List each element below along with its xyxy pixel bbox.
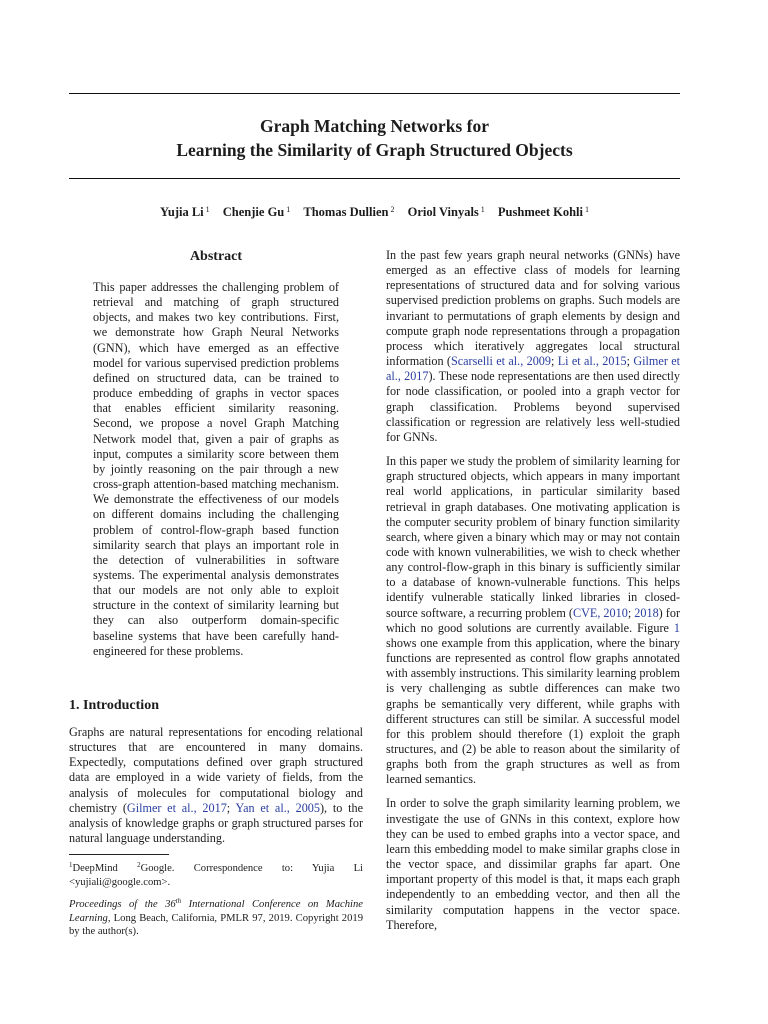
citation-link[interactable]: Li et al., 2015 [557,354,627,369]
author [303,205,394,219]
title-line-2: Learning the Similarity of Graph Structured Objects [176,140,573,160]
right-column [386,248,680,942]
intro-paragraph-approach: In order to solve the graph similarity learning problem, we investigate the use of GNNs in this context, explore how they can be used to embed graphs into a vector space, and learn this embedding model to make similar graphs close in the vector space, and dissimilar graphs far apart. One important property of this model is that, it maps each graph independently to an embedding vector, and then all the similarity computation happens in the vector space. Therefore, [386,796,680,932]
citation-link[interactable]: Gilmer et al., 2017 [126,800,227,815]
author-name: Pushmeet Kohli [497,205,583,219]
introduction-paragraph: Graphs are natural representations for encoding relational structures that are encountered in many domains. Expectedly, computations defined over graph structured data are employed in a wide variety of fields, from the analysis of molecules for computational biology and chemistry (Gilmer et al., 2017; Yan et al., 2005), to the analysis of knowledge graphs or graph structured parses for natural language understanding. [69,724,363,845]
citation-link[interactable]: Yan et al., 2005 [235,800,320,815]
title-bottom-rule [69,178,680,179]
abstract-text: This paper addresses the challenging problem of retrieval and matching of graph structured objects, and makes two key contributions. First, we demonstrate how Graph Neural Networks (GNN), which have emerged as an effective model for various supervised prediction problems defined on structured data, can be trained to produce embedding of graphs in vector spaces that enables efficient similarity reasoning. Second, we propose a novel Graph Matching Network model that, given a pair of graphs as input, computes a similarity score between them by jointly reasoning on the pair through a new cross-graph attention-based matching mechanism. We demonstrate the effectiveness of our models on different domains including the challenging problem of control-flow-graph based function similarity search that plays an important role in the detection of vulnerabilities in software systems. The experimental analysis demonstrates that our models are not only able to exploit structure in the context of similarity learning but they can also outperform domain-specific baseline systems that have been carefully hand-engineered for these problems. [93,280,339,658]
top-rule [69,93,680,94]
author-name: Oriol Vinyals [407,205,479,219]
author-name: Chenjie Gu [222,205,285,219]
author-affiliation: 1 [286,205,291,214]
citation-link[interactable]: Gilmer et al., 2017 [386,354,681,384]
citation-link[interactable]: Scarselli et al., 2009 [450,354,551,369]
author-name: Yujia Li [160,205,204,219]
left-column [69,248,363,939]
author-affiliation: 1 [480,205,485,214]
affiliation-footnote: $^1$DeepMind $^2$Google. Correspondence to: Yujia Li <yujiali@google.com>. [69,861,363,888]
citation-link[interactable]: 2018 [634,605,659,620]
paper-title [69,114,680,162]
author [498,205,589,219]
author-affiliation: 2 [390,205,395,214]
footnote-rule [69,854,169,855]
author-list [69,205,680,220]
author-affiliation: 1 [205,205,210,214]
introduction-heading: 1. Introduction [69,697,159,713]
author [223,205,290,219]
author-affiliation: 1 [585,205,589,214]
author [408,205,485,219]
proceedings-note: Proceedings of the 36th International Conference on Machine Learning, Long Beach, California, PMLR 97, 2019. Copyright 2019 by the author(s). [69,897,363,938]
figure-link[interactable]: 1 [673,620,680,635]
intro-paragraph-gnn: In the past few years graph neural networks (GNNs) have emerged as an effective class of models for learning representations of structured data and for solving various supervised prediction problems on graphs. Such models are invariant to permutations of graph elements by design and compute graph node representations through a propagation process which iteratively aggregates local structural information (Scarselli et al., 2009; Li et al., 2015; Gilmer et al., 2017). These node representations are then used directly for node classification, or pooled into a graph vector for graph classification. Problems beyond supervised classification or regression are relatively less well-studied for GNNs. [386,248,681,444]
author [160,205,210,219]
title-line-1: Graph Matching Networks for [260,116,489,136]
intro-paragraph-similarity: In this paper we study the problem of similarity learning for graph structured objects, which appears in many important real world applications, in particular similarity based retrieval in graph databases. One motivating application is the computer security problem of binary function similarity search, where given a binary which may or may not contain code with known vulnerabilities, we wish to check whether any control-flow-graph in this binary is sufficiently similar to a database of known-vulnerable functions. This helps identify vulnerable statically linked libraries in closed-source software, a recurring problem (CVE, 2010; 2018) for which no good solutions are currently available. Figure 1 shows one example from this application, where the binary functions are represented as control flow graphs annotated with assembly instructions. This similarity learning problem is very challenging as subtle differences can make two graphs be semantically very different, while graphs with different structures can still be similar. A successful model for this problem should therefore (1) exploit the graph structures, and (2) be able to reason about the similarity of graphs both from the graph structures as well as from learned semantics. [386,454,680,787]
author-name: Thomas Dullien [303,205,389,219]
abstract-heading: Abstract [189,249,243,264]
citation-link[interactable]: CVE, 2010 [572,605,628,620]
